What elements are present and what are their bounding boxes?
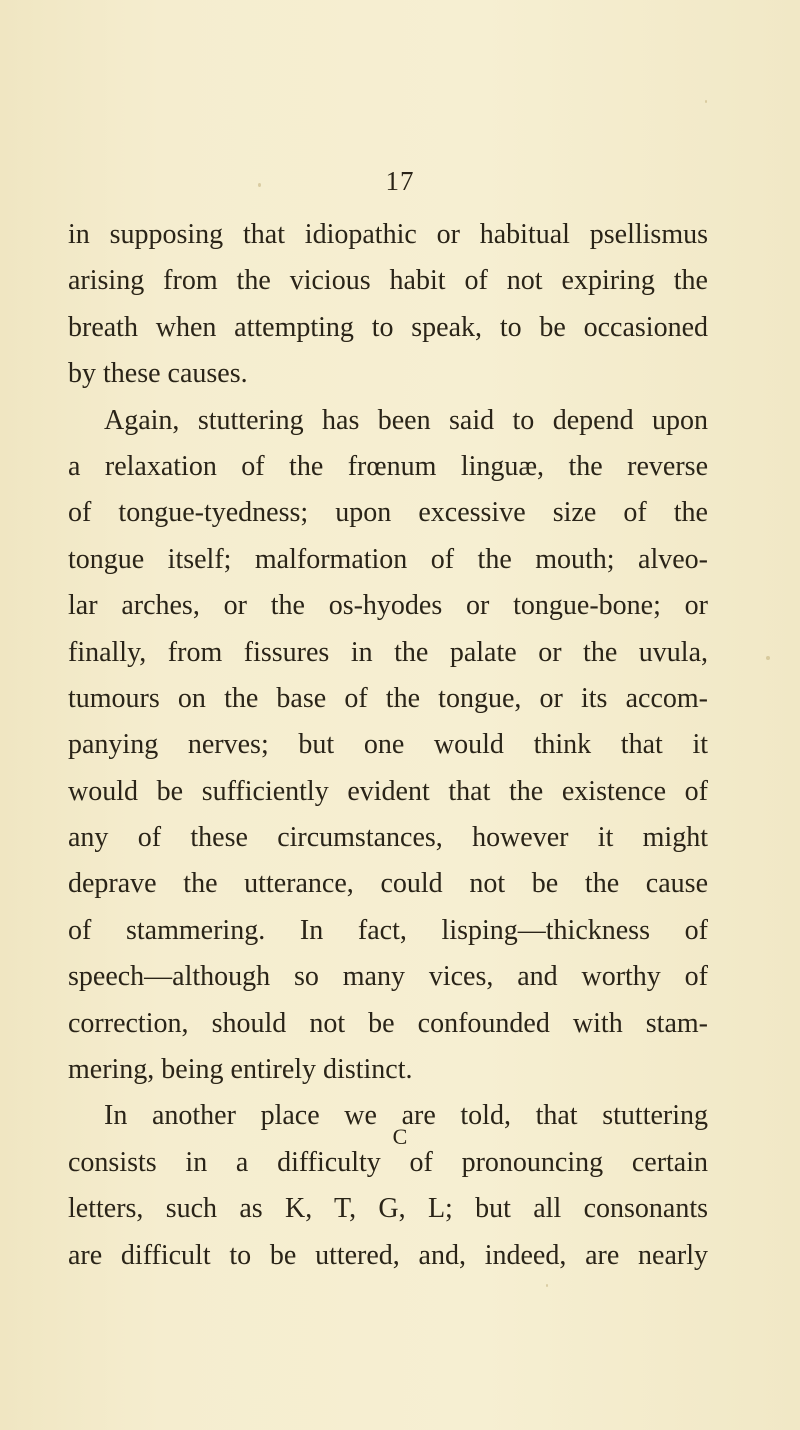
text-line: breath when attempting to speak, to be occasioned xyxy=(68,311,708,343)
text-line: any of these circumstances, however it might xyxy=(68,822,708,854)
text-line: tongue itself; malformation of the mouth; alveo- xyxy=(68,543,708,575)
text-line: deprave the utterance, could not be the cause xyxy=(68,868,708,900)
text-line: finally, from fissures in the palate or the uvula, xyxy=(68,636,708,668)
text-line: in supposing that idiopathic or habitual psellismus xyxy=(68,219,708,250)
text-line: speech—although so many vices, and worthy of xyxy=(68,961,708,993)
text-line: letters, such as K, T, G, L; but all consonants xyxy=(68,1193,708,1225)
text-line: panying nerves; but one would think that it xyxy=(68,729,708,761)
body-text xyxy=(68,212,708,1279)
page-number: 17 xyxy=(385,166,415,196)
text-line: Again, stuttering has been said to depend upon xyxy=(104,404,708,436)
text-line: consists in a difficulty of pronouncing certain xyxy=(68,1146,708,1178)
text-line: arising from the vicious habit of not expiring the xyxy=(68,265,708,297)
paper-speck xyxy=(258,183,261,187)
text-line: of tongue-tyedness; upon excessive size of the xyxy=(68,497,708,529)
text-line: are difficult to be uttered, and, indeed, are nearly xyxy=(68,1239,708,1271)
text-line: correction, should not be confounded with stam- xyxy=(68,1007,708,1039)
text-line: In another place we are told, that stuttering xyxy=(104,1100,708,1132)
signature-mark: C xyxy=(392,1124,408,1149)
text-line: would be sufficiently evident that the existence of xyxy=(68,775,708,807)
text-line: lar arches, or the os-hyodes or tongue-bone; or xyxy=(68,590,708,622)
text-line: of stammering. In fact, lisping—thickness of xyxy=(68,914,708,946)
text-line: tumours on the base of the tongue, or its accom- xyxy=(68,682,708,714)
text-line: a relaxation of the frœnum linguæ, the reverse xyxy=(68,450,708,482)
paper-speck xyxy=(705,100,707,103)
paper-speck xyxy=(546,1284,548,1287)
paper-speck xyxy=(766,656,770,660)
text-line: mering, being entirely distinct. xyxy=(68,1054,413,1086)
text-line: by these causes. xyxy=(68,358,248,390)
